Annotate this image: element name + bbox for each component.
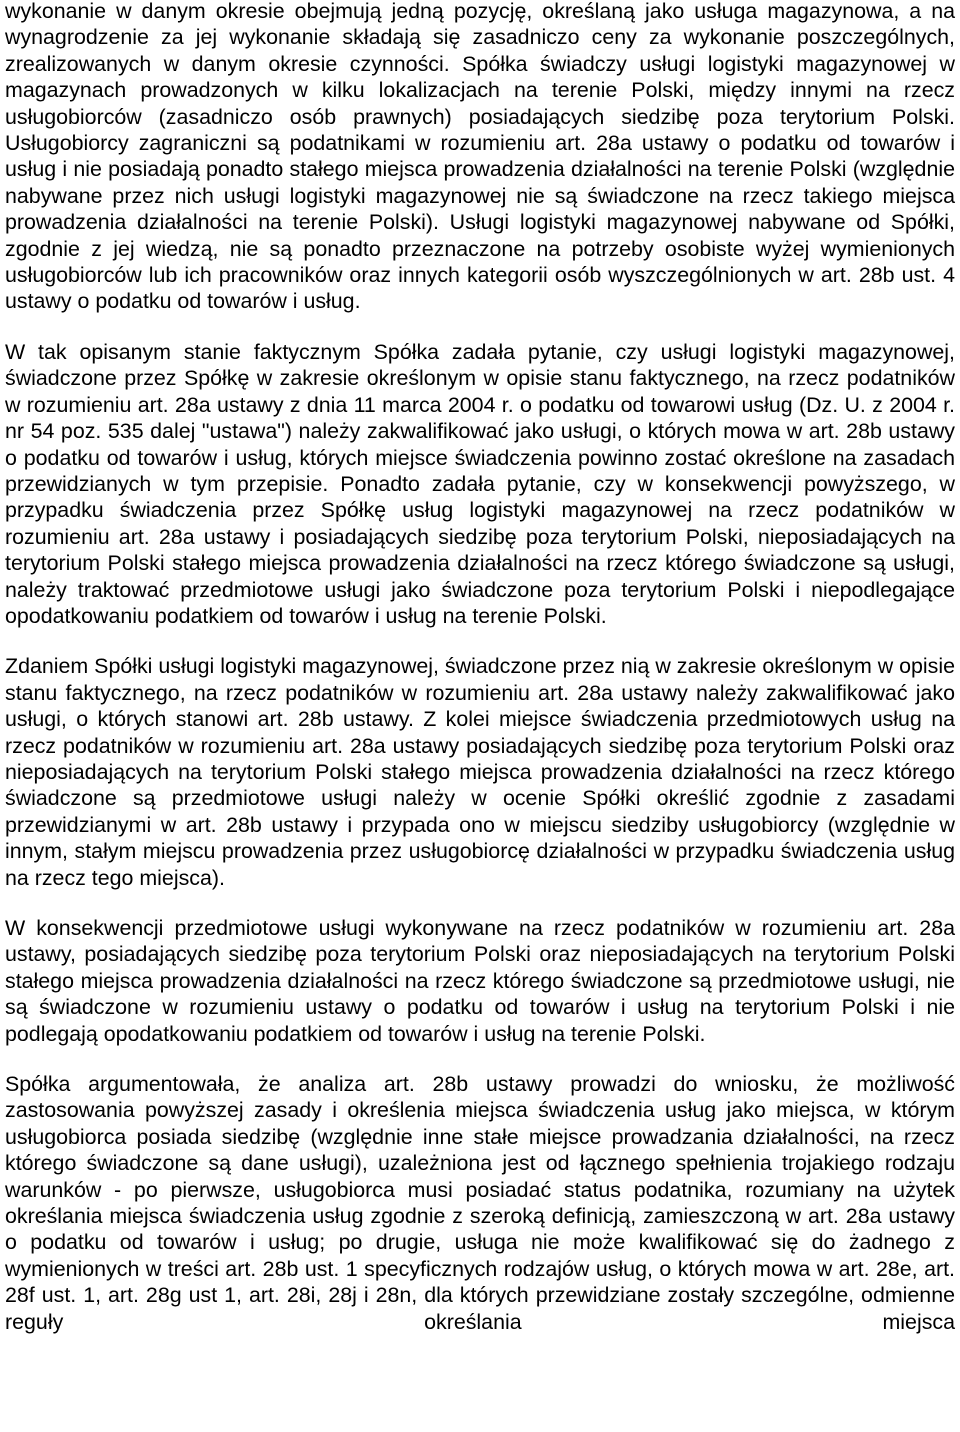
paragraph-service-description: wykonanie w danym okresie obejmują jedną pozycję, określaną jako usługa magazynowa, a na wynagrodzenie za jej wykonanie składają się zasadniczo ceny za wykonanie poszczególnych, zrealizowanych w danym okresie czynności. Spółka świadczy usługi logistyki magazynowej w magazynach prowadzonych w kilku lokalizacjach na terenie Polski, między innymi na rzecz usługobiorców (zasadniczo osób prawnych) posiadających siedzibę poza terytorium Polski. Usługobiorcy zagraniczni są podatnikami w rozumieniu art. 28a ustawy o podatku od towarów i usług i nie posiadają ponadto stałego miejsca prowadzenia działalności na terenie Polski (względnie nabywane przez nich usługi logistyki magazynowej nie są świadczone na rzecz takiego miejsca prowadzenia działalności na terenie Polski). Usługi logistyki magazynowej nabywane od Spółki, zgodnie z jej wiedzą, nie są ponadto przeznaczone na potrzeby osobiste wyżej wymienionych usługobiorców lub ich pracowników oraz innych kategorii osób wyszczególnionych w art. 28b ust. 4 ustawy o podatku od towarów i usług. — [5, 0, 955, 314]
paragraph-argumentation: Spółka argumentowała, że analiza art. 28b ustawy prowadzi do wniosku, że możliwość zastosowania powyższej zasady i określenia miejsca świadczenia usług jako miejsca, w którym usługobiorca posiada siedzibę (względnie inne stałe miejsce prowadzania działalności, na rzecz którego świadczone są dane usługi), uzależniona jest od łącznego spełnienia trojakiego rodzaju warunków - po pierwsze, usługobiorca musi posiadać status podatnika, rozumiany na użytek określania miejsca świadczenia usług zgodnie z szeroką definicją, zamieszczoną w art. 28a ustawy o podatku od towarów i usług; po drugie, usługa nie może kwalifikować się do żadnego z wymienionych w treści art. 28b ust. 1 specyficznych rodzajów usług, o których mowa w art. 28e, art. 28f ust. 1, art. 28g ust 1, art. 28i, 28j i 28n, dla których przewidziane zostały szczególne, odmienne reguły określania miejsca — [5, 1072, 955, 1334]
paragraph-company-position: Zdaniem Spółki usługi logistyki magazynowej, świadczone przez nią w zakresie określonym w opisie stanu faktycznego, na rzecz podatników w rozumieniu art. 28a ustawy należy zakwalifikować jako usługi, o których stanowi art. 28b ustawy. Z kolei miejsce świadczenia przedmiotowych usług na rzecz podatników w rozumieniu art. 28a ustawy posiadających siedzibę poza terytorium Polski oraz nieposiadających na terytorium Polski stałego miejsca prowadzenia działalności na rzecz którego świadczone są przedmiotowe usługi należy w ocenie Spółki określić zgodnie z zasadami przewidzianymi w art. 28b ustawy i przypada ono w miejscu siedziby usługobiorcy (względnie w innym, stałym miejscu prowadzenia przez usługobiorcę działalności w przypadku świadczenia usług na rzecz tego miejsca). — [5, 654, 955, 890]
paragraph-consequence: W konsekwencji przedmiotowe usługi wykonywane na rzecz podatników w rozumieniu art. 28a ustawy, posiadających siedzibę poza terytorium Polski oraz nieposiadających na terytorium Polski stałego miejsca prowadzenia działalności na rzecz którego świadczone są przedmiotowe usługi, nie są świadczone w rozumieniu ustawy o podatku od towarów i usług na terytorium Polski i nie podlegają opodatkowaniu podatkiem od towarów i usług na terenie Polski. — [5, 916, 955, 1046]
paragraph-questions: W tak opisanym stanie faktycznym Spółka zadała pytanie, czy usługi logistyki magazynowej, świadczone przez Spółkę w zakresie określonym w opisie stanu faktycznego, na rzecz podatników w rozumieniu art. 28a ustawy z dnia 11 marca 2004 r. o podatku od towarowi usług (Dz. U. z 2004 r. nr 54 poz. 535 dalej "ustawa") należy zakwalifikować jako usługi, o których mowa w art. 28b ustawy o podatku od towarów i usług, których miejsce świadczenia powinno zostać określone na zasadach przewidzianych w tym przepisie. Ponadto zadała pytanie, czy w konsekwencji powyższego, w przypadku świadczenia przez Spółkę usług logistyki magazynowej na rzecz podatników w rozumieniu art. 28a ustawy i posiadających siedzibę poza terytorium Polski, nieposiadających na terytorium Polski stałego miejsca prowadzenia działalności na rzecz którego świadczone są usługi, należy traktować przedmiotowe usługi jako świadczone poza terytorium Polski i niepodlegające opodatkowaniu podatkiem od towarów i usług na terenie Polski. — [5, 339, 955, 628]
document-page — [5, 0, 955, 1335]
